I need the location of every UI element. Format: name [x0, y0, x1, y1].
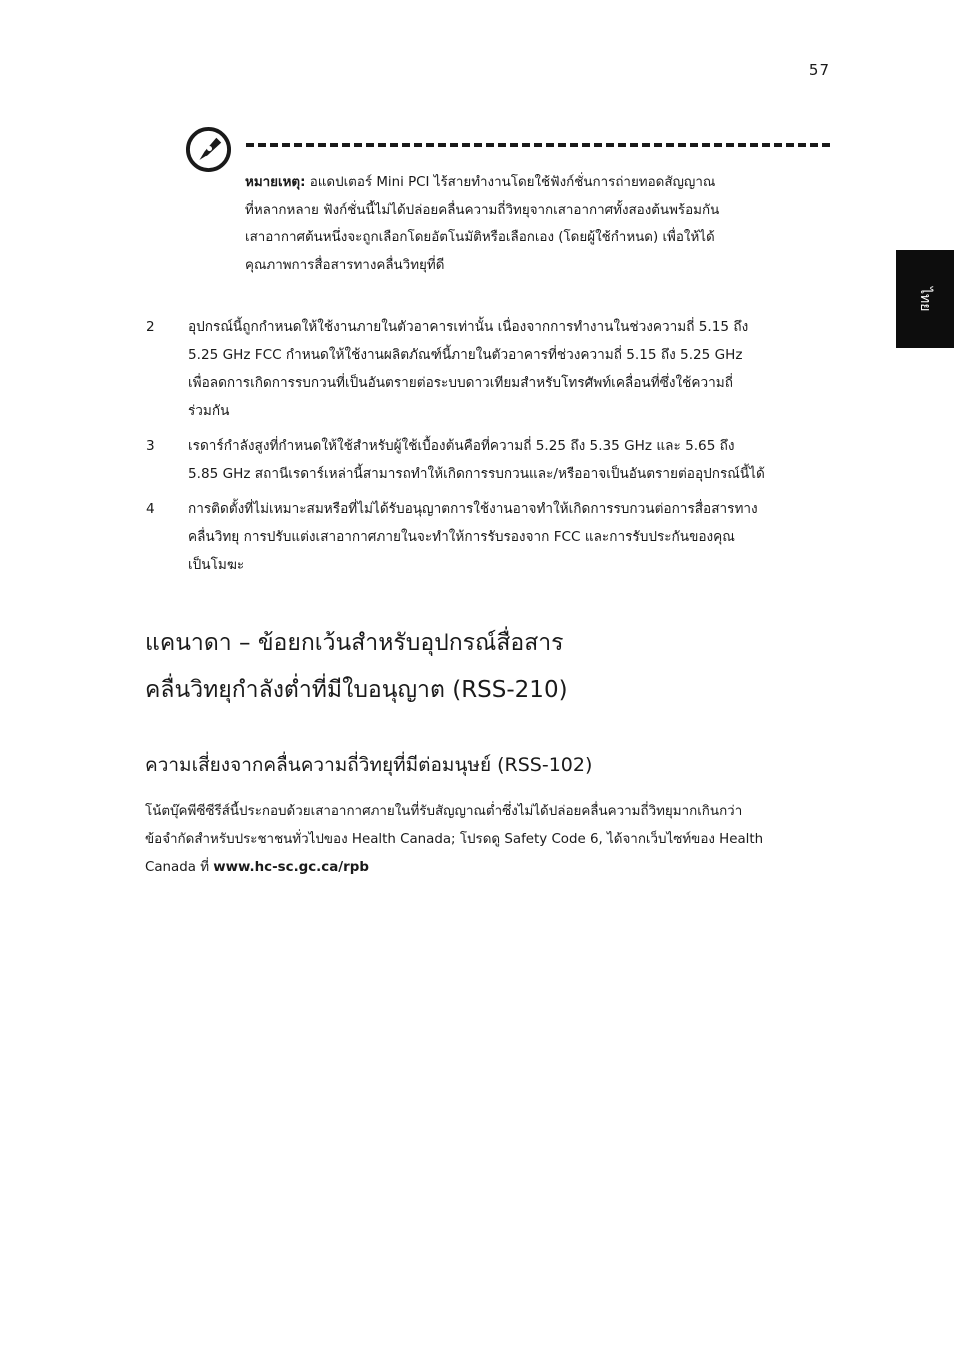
- note-label: หมายเหตุ:: [245, 175, 306, 190]
- note-line-text: อแดปเตอร์ Mini PCI ไร้สายทำงานโดยใช้ฟังก์ชั่นการถ่ายทอดสัญญาณ: [305, 175, 716, 190]
- paragraph-line-text: Canada ที่: [145, 860, 214, 875]
- numbered-list: [146, 313, 846, 586]
- list-item-line: 5.25 GHz FCC กำหนดให้ใช้งานผลิตภัณฑ์นี้ภายในตัวอาคารที่ช่วงความถี่ 5.15 ถึง 5.25 GHz: [188, 347, 743, 363]
- paragraph-line: ข้อจำกัดสำหรับประชาชนทั่วไปของ Health Canada; โปรดดู Safety Code 6, ได้จากเว็บไซท์ของ Health: [145, 832, 764, 847]
- health-canada-url: www.hc-sc.gc.ca/rpb: [213, 860, 369, 875]
- note-text: [245, 169, 830, 279]
- section-heading-line: คลื่นวิทยุกำลังต่ำที่มีใบอนุญาต (RSS-210): [145, 677, 568, 703]
- section-heading-line: แคนาดา – ข้อยกเว้นสำหรับอุปกรณ์สื่อสาร: [145, 630, 564, 656]
- body-paragraph: [145, 798, 835, 882]
- paragraph-line: [145, 854, 835, 882]
- note-pen-icon: [185, 126, 232, 173]
- list-item-line: การติดตั้งที่ไม่เหมาะสมหรือที่ไม่ได้รับอนุญาตการใช้งานอาจทำให้เกิดการรบกวนต่อการสื่อสารทาง: [188, 501, 758, 517]
- note-line: คุณภาพการสื่อสารทางคลื่นวิทยุที่ดี: [245, 257, 445, 273]
- note-line: ที่หลากหลาย ฟังก์ชั่นนี้ไม่ได้ปล่อยคลื่นความถี่วิทยุจากเสาอากาศทั้งสองต้นพร้อมกัน: [245, 202, 720, 218]
- list-item-line: ร่วมกัน: [188, 403, 230, 419]
- note-line: เสาอากาศต้นหนึ่งจะถูกเลือกโดยอัตโนมัติหรือเลือกเอง (โดยผู้ใช้กำหนด) เพื่อให้ได้: [245, 230, 715, 245]
- list-item-number: 2: [146, 319, 155, 335]
- language-tab-label: ไทย: [917, 286, 933, 312]
- list-item: [146, 495, 846, 579]
- list-item: [146, 313, 846, 425]
- language-tab: [896, 250, 954, 348]
- note-divider: [246, 143, 830, 147]
- list-item-line: อุปกรณ์นี้ถูกกำหนดให้ใช้งานภายในตัวอาคารเท่านั้น เนื่องจากการทำงานในช่วงความถี่ 5.15 ถึง: [188, 319, 749, 335]
- list-item-line: เรดาร์กำลังสูงที่กำหนดให้ใช้สำหรับผู้ใช้เบื้องต้นคือที่ความถี่ 5.25 ถึง 5.35 GHz และ 5.65 ถึง: [188, 438, 735, 454]
- list-item-line: 5.85 GHz สถานีเรดาร์เหล่านี้สามารถทำให้เกิดการรบกวนและ/หรืออาจเป็นอันตรายต่ออุปกรณ์นี้ได้: [188, 466, 765, 482]
- list-item-line: เพื่อลดการเกิดการรบกวนที่เป็นอันตรายต่อระบบดาวเทียมสำหรับโทรศัพท์เคลื่อนที่ซึ่งใช้ความถี่: [188, 375, 733, 391]
- note-line: [245, 169, 830, 197]
- subsection-heading: ความเสี่ยงจากคลื่นความถี่วิทยุที่มีต่อมนุษย์ (RSS-102): [145, 754, 593, 776]
- section-heading: [145, 620, 845, 714]
- list-item-line: คลื่นวิทยุ การปรับแต่งเสาอากาศภายในจะทำให้การรับรองจาก FCC และการรับประกันของคุณ: [188, 529, 735, 545]
- page-number: 57: [808, 61, 830, 79]
- list-item-number: 3: [146, 438, 155, 454]
- list-item-number: 4: [146, 501, 155, 517]
- paragraph-line: โน้ตบุ๊คพีซีซีรีส์นี้ประกอบด้วยเสาอากาศภายในที่รับสัญญาณต่ำซึ่งไม่ได้ปล่อยคลื่นความถี่วิทยุมากเกินกว่า: [145, 804, 743, 819]
- list-item-line: เป็นโมฆะ: [188, 557, 245, 573]
- list-item: [146, 432, 846, 488]
